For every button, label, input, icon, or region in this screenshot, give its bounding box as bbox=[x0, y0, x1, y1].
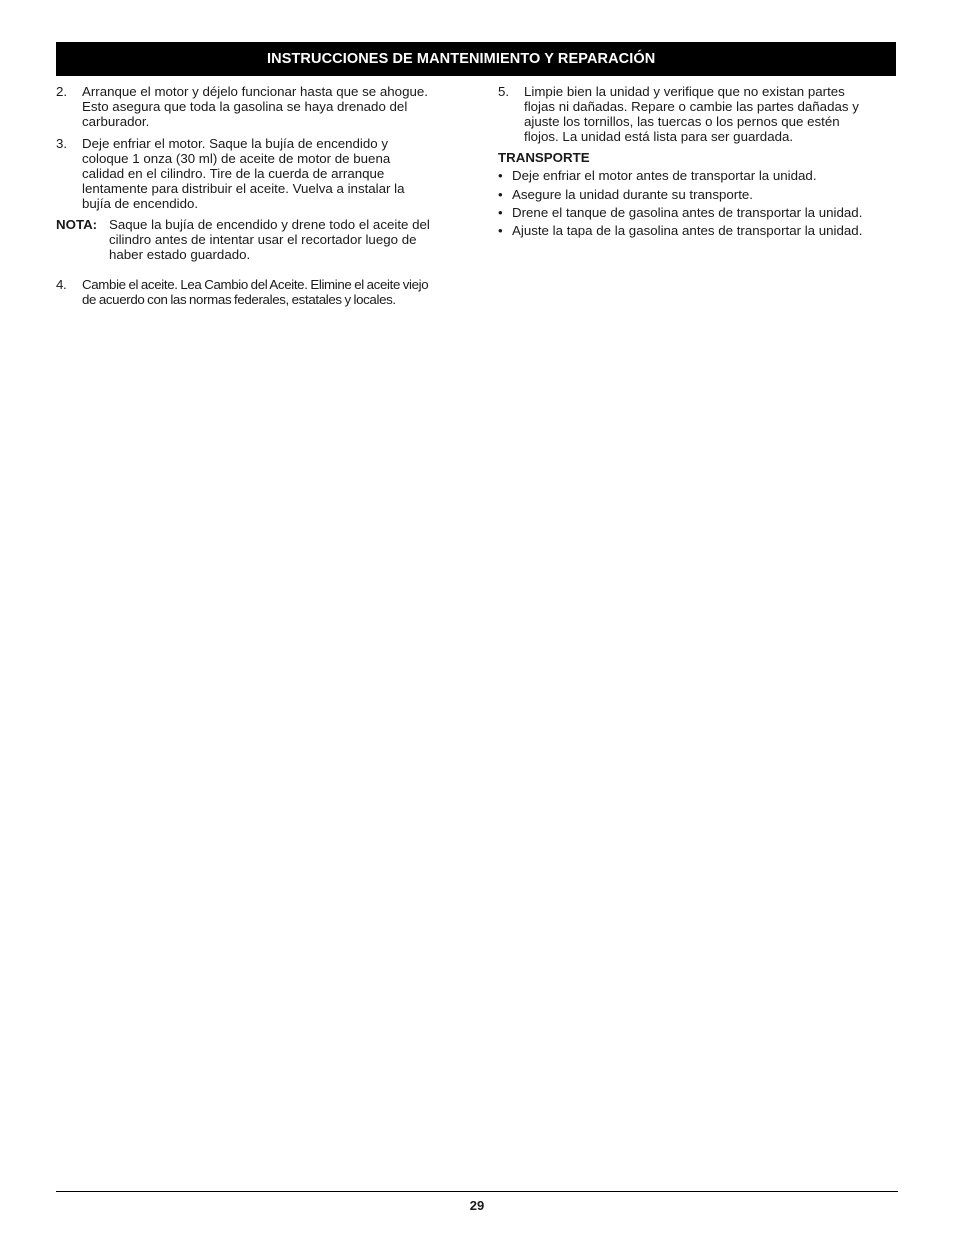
left-column bbox=[56, 84, 456, 307]
step-2-number: 2. bbox=[56, 84, 68, 99]
step-3-line-2: coloque 1 onza (30 ml) de aceite de motor de buena bbox=[82, 151, 391, 166]
step-2 bbox=[56, 84, 456, 129]
step-5-line-1: Limpie bien la unidad y verifique que no existan partes bbox=[524, 84, 845, 99]
step-4-line-2: de acuerdo con las normas federales, estatales y locales. bbox=[82, 292, 396, 307]
step-3-number: 3. bbox=[56, 136, 68, 151]
transport-bullet-3-text: Drene el tanque de gasolina antes de transportar la unidad. bbox=[512, 205, 863, 220]
bullet-dot: • bbox=[498, 223, 503, 238]
step-2-line-2: Esto asegura que toda la gasolina se haya drenado del bbox=[82, 99, 408, 114]
transport-bullet-1 bbox=[498, 168, 898, 183]
section-header-bar bbox=[56, 42, 896, 76]
step-3-line-5: bujía de encendido. bbox=[82, 196, 199, 211]
step-3 bbox=[56, 136, 456, 211]
step-5 bbox=[498, 84, 898, 144]
step-4 bbox=[56, 277, 456, 307]
step-2-line-1: Arranque el motor y déjelo funcionar hasta que se ahogue. bbox=[82, 84, 428, 99]
right-column bbox=[498, 84, 898, 238]
step-3-line-3: calidad en el cilindro. Tire de la cuerda de arranque bbox=[82, 166, 385, 181]
transport-bullet-4-text: Ajuste la tapa de la gasolina antes de transportar la unidad. bbox=[512, 223, 863, 238]
note-line-3: haber estado guardado. bbox=[109, 247, 251, 262]
note-label: NOTA: bbox=[56, 217, 98, 232]
transport-bullet-2 bbox=[498, 187, 898, 202]
transport-bullet-4 bbox=[498, 223, 898, 238]
note-line-1: Saque la bujía de encendido y drene todo el aceite del bbox=[109, 217, 430, 232]
page-number: 29 bbox=[469, 1198, 485, 1213]
transport-bullet-1-text: Deje enfriar el motor antes de transportar la unidad. bbox=[512, 168, 817, 183]
step-2-line-3: carburador. bbox=[82, 114, 150, 129]
note-line-2: cilindro antes de intentar usar el recortador luego de bbox=[109, 232, 417, 247]
bullet-dot: • bbox=[498, 205, 503, 220]
transport-heading: TRANSPORTE bbox=[498, 150, 590, 165]
bullet-dot: • bbox=[498, 168, 503, 183]
step-3-line-4: lentamente para distribuir el aceite. Vuelva a instalar la bbox=[82, 181, 405, 196]
step-4-line-1: Cambie el aceite. Lea Cambio del Aceite. Elimine el aceite viejo bbox=[82, 277, 429, 292]
step-5-line-2: flojas ni dañadas. Repare o cambie las partes dañadas y bbox=[524, 99, 859, 114]
note-block bbox=[56, 217, 456, 262]
step-5-number: 5. bbox=[498, 84, 510, 99]
step-5-line-4: flojos. La unidad está lista para ser guardada. bbox=[524, 129, 794, 144]
section-title: INSTRUCCIONES DE MANTENIMIENTO Y REPARACIÓN bbox=[267, 51, 656, 67]
step-3-line-1: Deje enfriar el motor. Saque la bujía de encendido y bbox=[82, 136, 389, 151]
transport-bullet-2-text: Asegure la unidad durante su transporte. bbox=[512, 187, 753, 202]
step-4-number: 4. bbox=[56, 277, 67, 292]
bullet-dot: • bbox=[498, 187, 503, 202]
footer-divider bbox=[56, 1191, 898, 1192]
step-5-line-3: ajuste los tornillos, las tuercas o los pernos que estén bbox=[524, 114, 840, 129]
transport-bullet-3 bbox=[498, 205, 898, 220]
